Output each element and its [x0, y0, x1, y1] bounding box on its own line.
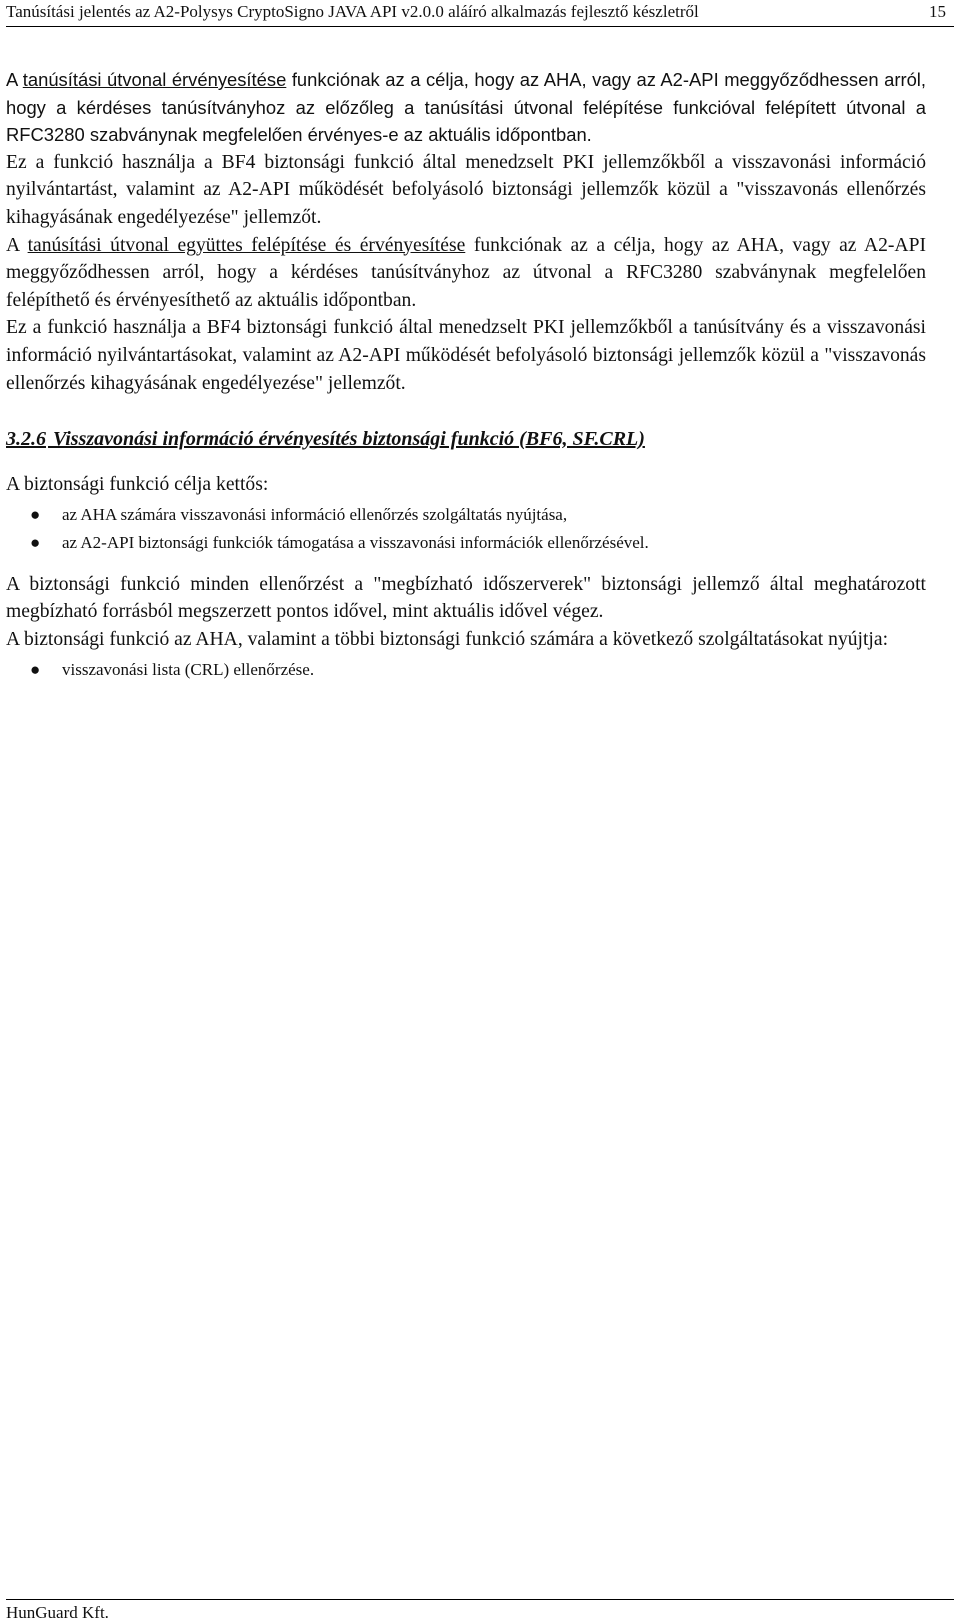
paragraph-text: A: [6, 234, 28, 256]
section-number: 3.2.6: [6, 428, 46, 451]
list-item: [6, 529, 926, 557]
list-item: [6, 656, 926, 684]
paragraph-path-validation: [6, 66, 926, 149]
list-item-text: az A2-API biztonsági funkciók támogatása a visszavonási információk ellenőrzésével.: [62, 532, 649, 552]
underlined-term: tanúsítási útvonal érvényesítése: [22, 69, 287, 90]
paragraph-text: funkciónak az a célja, hogy az AHA, vagy az A2-API meggyőződhessen arról, hogy a kérdéses tanúsítványhoz az útvonal a RFC3280 szabványnak megfelelően felépíthető és érvényesíthető az aktuális időpontban.: [6, 234, 927, 311]
header-title: Tanúsítási jelentés az A2-Polysys CryptoSigno JAVA API v2.0.0 aláíró alkalmazás fejlesztő készletről: [6, 2, 699, 21]
paragraph-time-source: A biztonsági funkció minden ellenőrzést a "megbízható időszerverek" biztonsági jellemző által meghatározott megbízható forrásból megszerzett pontos idővel, mint aktuális idővel végez.: [6, 573, 926, 623]
list-item-text: visszavonási lista (CRL) ellenőrzése.: [62, 659, 315, 679]
list-item-text: az AHA számára visszavonási információ ellenőrzés szolgáltatás nyújtása,: [62, 504, 568, 524]
section-title: Visszavonási információ érvényesítés biztonsági funkció (BF6, SF.CRL): [53, 428, 645, 451]
paragraph-services: A biztonsági funkció az AHA, valamint a többi biztonsági funkció számára a következő szolgáltatásokat nyújtja:: [6, 628, 889, 650]
paragraph-bf4-usage: Ez a funkció használja a BF4 biztonsági funkció által menedzselt PKI jellemzőkből a visszavonási információ nyilvántartást, valamint az A2-API működését befolyásoló biztonsági jellemzők közül a "visszavonás ellenőrzés kihagyásának engedélyezése" jellemzőt.: [6, 151, 926, 228]
section-heading: [6, 425, 926, 453]
bullet-icon: ●: [30, 659, 41, 679]
paragraph-path-build-and-validate: [6, 232, 926, 315]
page-footer: [6, 1599, 954, 1624]
bullet-list-services: [6, 656, 926, 684]
paragraph-bf4-usage-2: Ez a funkció használja a BF4 biztonsági funkció által menedzselt PKI jellemzőkből a tanúsítvány és a visszavonási információ nyilvántartásokat, valamint az A2-API működését befolyásoló biztonsági jellemzők közül a "visszavonás ellenőrzés kihagyásának engedélyezése" jellemzőt.: [6, 317, 926, 394]
bullet-list-purposes: [6, 501, 926, 557]
paragraph-text: A: [6, 69, 23, 90]
paragraph-text: funkciónak az a célja, hogy az AHA, vagy az A2-API meggyőződhessen arról, hogy a kérdéses tanúsítványhoz az előzőleg a tanúsítási útvonal felépítése funkcióval felépített útvonal a RFC3280 szabványnak megfelelően érvényes-e az aktuális időpontban.: [6, 69, 926, 146]
underlined-term: tanúsítási útvonal együttes felépítése és érvényesítése: [27, 234, 466, 256]
list-item: [6, 501, 926, 529]
bullet-icon: ●: [30, 532, 41, 552]
paragraph-purpose-intro: A biztonsági funkció célja kettős:: [6, 474, 269, 496]
page-number: 15: [929, 2, 946, 21]
footer-company: HunGuard Kft.: [6, 1603, 109, 1622]
page-header: [6, 0, 954, 27]
bullet-icon: ●: [30, 504, 41, 524]
page-content: [6, 66, 926, 684]
